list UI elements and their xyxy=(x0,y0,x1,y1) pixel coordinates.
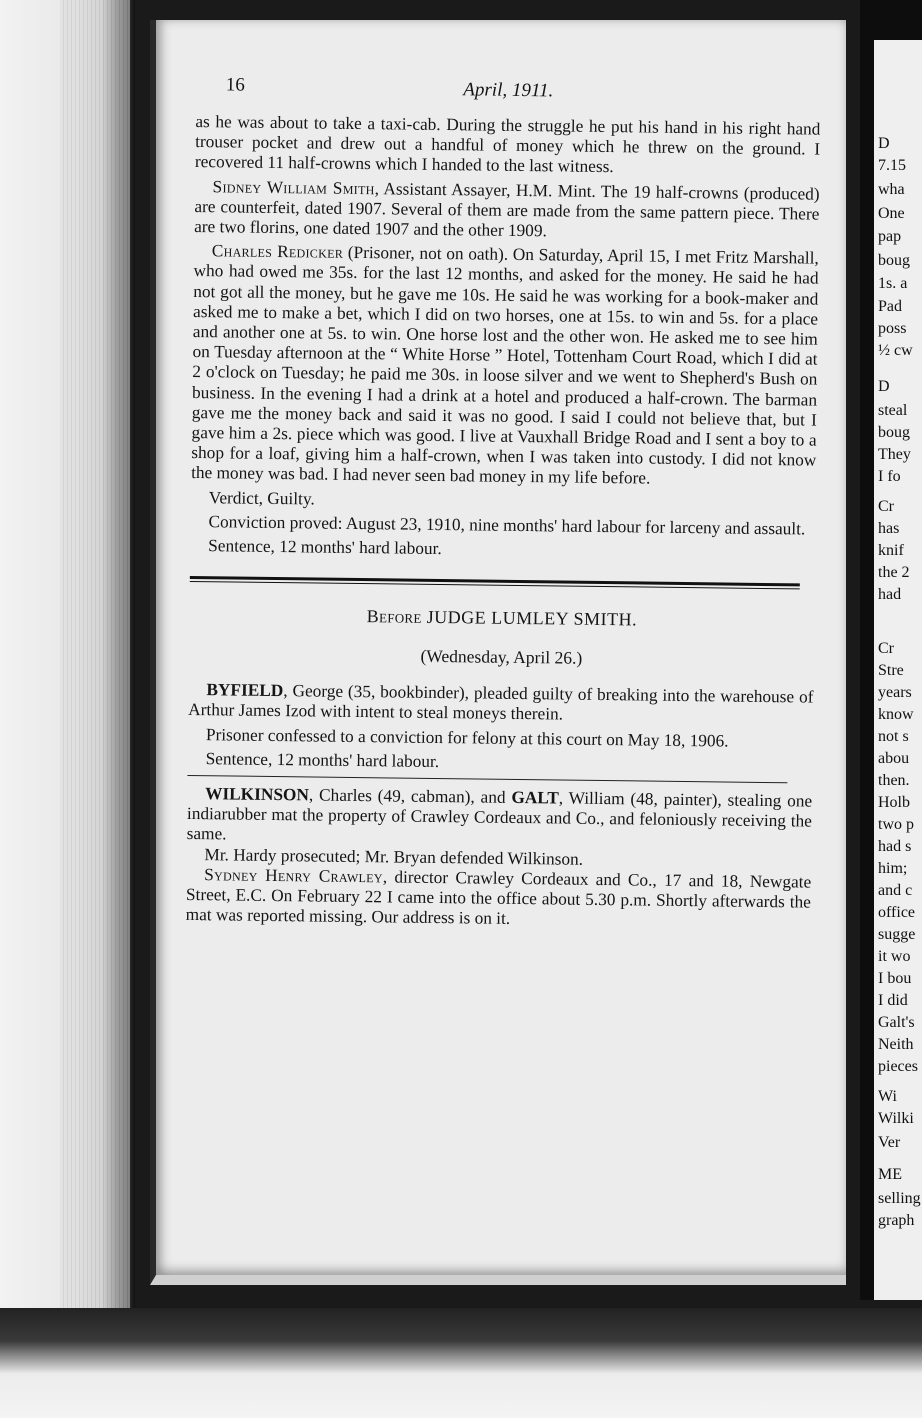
adjacent-page-fragment: Wi xyxy=(878,1088,897,1105)
adjacent-page-fragment: know xyxy=(878,706,914,723)
adjacent-page-fragment: pap xyxy=(878,228,902,245)
adjacent-page-fragment: two p xyxy=(878,816,914,833)
adjacent-page-fragment: boug xyxy=(878,424,910,441)
adjacent-page-fragment: Stre xyxy=(878,662,904,679)
wilkinson-case: WILKINSON, Charles (49, cabman), and GALT, William (48, painter), stealing one indiarubber mat the property of Crawley Cordeaux and Co., and feloniously receiving the same. xyxy=(186,784,813,844)
adjacent-page-fragment: 1s. a xyxy=(878,275,908,292)
adjacent-page xyxy=(860,0,922,1300)
adjacent-page-fragment: had s xyxy=(878,838,912,855)
adjacent-page-fragment: Wilki xyxy=(878,1110,914,1127)
adjacent-page-fragment: not s xyxy=(878,728,909,745)
byfield-prior: Prisoner confessed to a conviction for felony at this court on May 18, 1906. xyxy=(205,724,729,751)
court-heading: Before JUDGE LUMLEY SMITH. xyxy=(366,606,638,630)
redicker-testimony: Charles Redicker (Prisoner, not on oath). On Saturday, April 15, I met Fritz Marshall, who had owed me 35s. for the last 12 months, and asked for the money. He said he had not got all the money, but he gave me 10s. He said he was working for a book-maker and asked me to make a bet, which I did on two horses, one at 15s. to win and 5s. for a place and another one at 5s. to win. One horse lost and the other won. He asked me to see him on Tuesday afternoon at the “ White Horse ” Hotel, Tottenham Court Road, which I did at 2 o'clock on Tuesday; he paid me 30s. in loose silver and we went to Shepherd's Bush on business. In the evening I had a drink at a hotel and produced a half-crown. The barman gave me the money back and said it was no good. I said I could not believe that, but I gave him a 2s. piece which was good. I live at Vauxhall Bridge Road and I sent a boy to a shop for a loaf, giving him a half-crown, when I was taken into custody. I did not know the money was bad. I had never seen bad money in my life before. xyxy=(191,241,819,489)
adjacent-page-fragment: Cr xyxy=(878,640,894,657)
adjacent-page-fragment: pieces xyxy=(878,1058,918,1075)
witness-name: Sidney William Smith xyxy=(212,176,375,198)
court-date: (Wednesday, April 26.) xyxy=(420,646,583,669)
adjacent-page-fragment: wha xyxy=(878,181,905,198)
adjacent-page-fragment: steal xyxy=(878,402,908,419)
adjacent-page-fragment: ME xyxy=(878,1166,902,1183)
adjacent-page-fragment: Neith xyxy=(878,1036,914,1053)
verdict: Verdict, Guilty. xyxy=(208,487,315,509)
adjacent-page-fragment: has xyxy=(878,520,900,537)
counsel: Mr. Hardy prosecuted; Mr. Bryan defended Wilkinson. xyxy=(204,844,584,869)
defendant-name: WILKINSON xyxy=(205,784,310,805)
adjacent-page-fragment: and c xyxy=(878,882,913,899)
adjacent-page-fragment: ½ cw xyxy=(878,342,913,359)
adjacent-page-fragment: Galt's xyxy=(878,1014,915,1031)
page-number: 16 xyxy=(225,74,245,96)
adjacent-page-fragment: then. xyxy=(878,772,910,789)
adjacent-page-fragment: One xyxy=(878,205,905,222)
adjacent-page-fragment: I bou xyxy=(878,970,912,987)
adjacent-page-fragment: D xyxy=(878,135,890,152)
adjacent-page-fragment: him; xyxy=(878,860,908,877)
adjacent-page-fragment: the 2 xyxy=(878,564,910,581)
adjacent-page-fragment: graph xyxy=(878,1212,915,1229)
section-divider xyxy=(190,576,800,589)
adjacent-page-fragment: had xyxy=(878,586,902,603)
adjacent-page-fragment: abou xyxy=(878,750,910,767)
page-header xyxy=(196,74,821,120)
adjacent-page-fragment: Ver xyxy=(878,1134,901,1151)
adjacent-page-fragment: years xyxy=(878,684,912,701)
smith-testimony: Sidney William Smith, Assistant Assayer, H.M. Mint. The 19 half-crowns (produced) are counterfeit, dated 1907. Several of them are made from the same pattern piece. There are two florins, one dated 1907 and the other 1909. xyxy=(194,176,820,241)
case-divider xyxy=(187,775,787,783)
adjacent-page-fragment: Cr xyxy=(878,498,894,515)
adjacent-page-fragment: office xyxy=(878,904,916,921)
adjacent-page-fragment: selling xyxy=(878,1190,921,1207)
book-page xyxy=(150,20,846,1285)
page-content xyxy=(186,74,821,933)
defendant-name: GALT xyxy=(511,787,559,808)
page-edges xyxy=(60,0,130,1418)
crawley-testimony: Sydney Henry Crawley, director Crawley Cordeaux and Co., 17 and 18, Newgate Street, E.C. On February 22 I came into the office about 5.30 p.m. Shortly afterwards the mat was reported missing. Our address is on it. xyxy=(185,865,812,929)
adjacent-page-fragment: knif xyxy=(878,542,904,559)
prisoner-name: Charles Redicker xyxy=(211,241,344,263)
book-gutter-left xyxy=(0,0,135,1418)
adjacent-page-fragment: it wo xyxy=(878,948,911,965)
adjacent-page-fragment: sugge xyxy=(878,926,916,943)
byfield-case: BYFIELD, George (35, bookbinder), pleaded guilty of breaking into the warehouse of Arthur James Izod with intent to steal moneys therein. xyxy=(188,680,814,724)
adjacent-page-fragment: I did xyxy=(878,992,908,1009)
witness-name: Sydney Henry Crawley xyxy=(204,865,383,887)
adjacent-page-fragment: poss xyxy=(878,320,907,337)
byfield-sentence: Sentence, 12 months' hard labour. xyxy=(205,749,440,771)
adjacent-page-fragment: They xyxy=(878,446,911,463)
adjacent-page-fragment: Holb xyxy=(878,794,910,811)
continued-testimony: as he was about to take a taxi-cab. During the struggle he put his hand in his right hand trouser pocket and drew out a handful of money which he threw on the ground. I recovered 11 half-crowns which I handed to the last witness. xyxy=(194,111,821,177)
scan-bottom-band xyxy=(0,1308,922,1418)
adjacent-page-fragment: boug xyxy=(878,252,910,269)
sentence: Sentence, 12 months' hard labour. xyxy=(208,536,442,559)
defendant-name: BYFIELD xyxy=(206,680,284,701)
adjacent-page-fragment: I fo xyxy=(878,468,901,485)
adjacent-page-fragment: D xyxy=(878,378,890,395)
conviction: Conviction proved: August 23, 1910, nine months' hard labour for larceny and assault. xyxy=(208,512,806,539)
adjacent-page-fragment: 7.15 xyxy=(878,157,906,174)
adjacent-page-fragment: Pad xyxy=(878,298,902,315)
running-head: April, 1911. xyxy=(463,79,554,102)
